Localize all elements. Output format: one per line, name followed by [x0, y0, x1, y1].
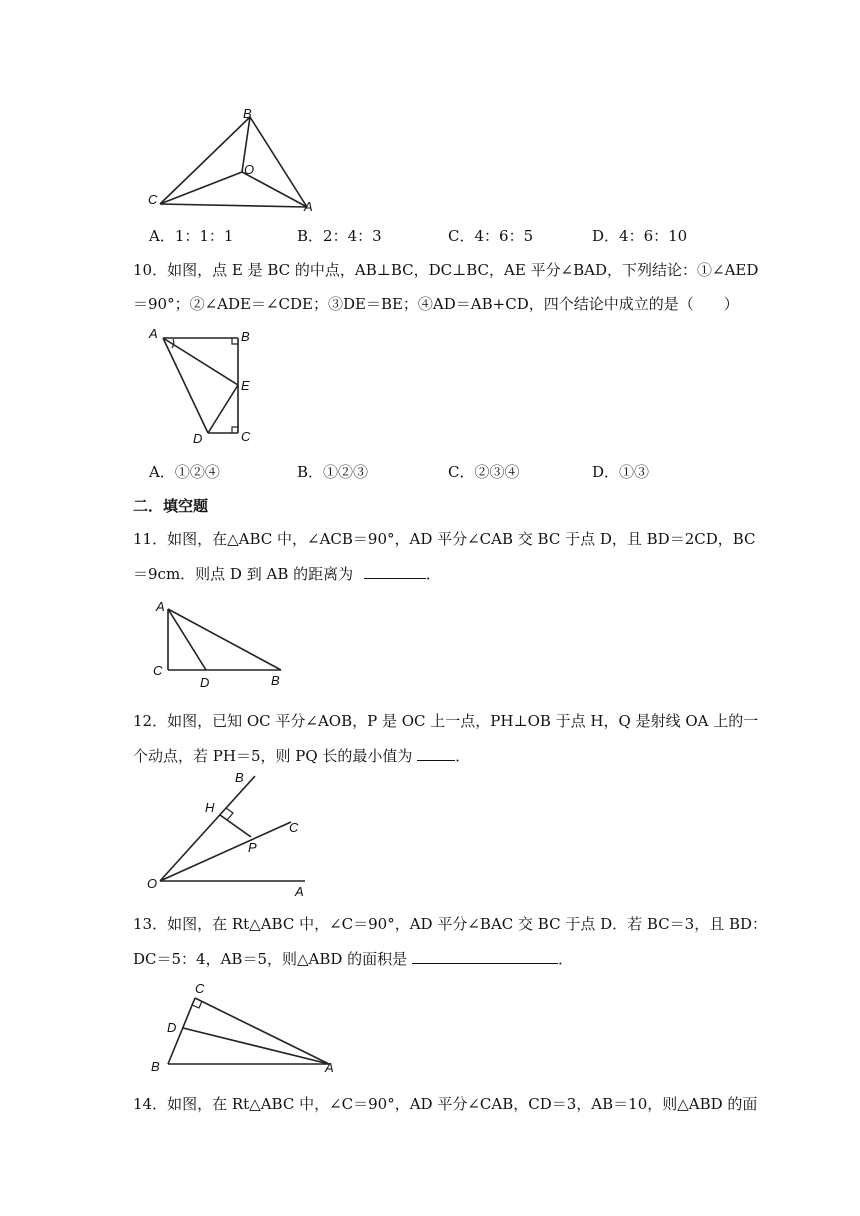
q13-label-d: D	[167, 1020, 177, 1035]
q12-text-line1: 12．如图，已知 OC 平分∠AOB，P 是 OC 上一点，PH⊥OB 于点 H，Q 是射线 OA 上的一	[133, 712, 759, 730]
q11-text-line2	[133, 563, 441, 584]
q11-text-line1: 11．如图，在△ABC 中，∠ACB＝90°，AD 平分∠CAB 交 BC 于点 D，且 BD＝2CD，BC	[133, 530, 756, 548]
q12-answer-blank[interactable]	[417, 745, 455, 761]
q9-option-b[interactable]: B．2：4：3	[297, 227, 382, 245]
q11-end: ．	[425, 565, 441, 583]
q10-option-c[interactable]: C．②③④	[448, 463, 520, 481]
q9-options	[149, 226, 769, 246]
q9-figure	[140, 100, 330, 215]
q10-text-line1: 10．如图，点 E 是 BC 的中点，AB⊥BC，DC⊥BC，AE 平分∠BAD，下列结论：①∠AED	[133, 261, 759, 279]
q13-end: ．	[557, 950, 573, 968]
q10-label-e: E	[241, 378, 250, 393]
q9-label-o: O	[244, 162, 255, 177]
q13-text-line1: 13．如图，在 Rt△ABC 中，∠C＝90°，AD 平分∠BAC 交 BC 于点 D．若 BC＝3，且 BD：	[133, 915, 768, 933]
q10-label-b: B	[241, 329, 250, 344]
q12-label-c: C	[289, 820, 299, 835]
section-title: 二．填空题	[133, 497, 209, 515]
q11-label-b: B	[271, 673, 280, 688]
q10-figure	[145, 325, 260, 450]
q10-option-d[interactable]: D．①③	[592, 463, 650, 481]
q10-text-line2: ＝90°；②∠ADE＝∠CDE；③DE＝BE；④AD＝AB+CD，四个结论中成立的是（ ）	[133, 295, 739, 313]
q9-option-a[interactable]: A．1：1：1	[149, 227, 234, 245]
q13-text-line2	[133, 948, 573, 969]
q11-label-a: A	[156, 599, 165, 614]
q12-label-b: B	[235, 770, 244, 785]
q12-label-o: O	[147, 876, 158, 891]
q10-label-a: A	[149, 326, 158, 341]
q12-end: ．	[455, 747, 471, 765]
q9-option-c[interactable]: C．4：6：5	[448, 227, 534, 245]
q12-label-a: A	[295, 884, 304, 899]
q12-text: 个动点，若 PH＝5，则 PQ 长的最小值为	[133, 747, 413, 765]
q13-label-b: B	[151, 1059, 160, 1073]
q12-text-line2	[133, 745, 470, 766]
q12-label-p: P	[248, 840, 257, 855]
q13-answer-blank[interactable]	[412, 948, 558, 964]
q13-label-c: C	[195, 981, 205, 996]
q11-label-d: D	[200, 675, 210, 690]
q10-option-b[interactable]: B．①②③	[297, 463, 369, 481]
q10-label-d: D	[193, 431, 203, 446]
q13-figure	[145, 978, 345, 1073]
q11-text: ＝9cm．则点 D 到 AB 的距离为	[133, 565, 354, 583]
q11-answer-blank[interactable]	[364, 563, 426, 579]
q14-text-line1: 14．如图，在 Rt△ABC 中，∠C＝90°，AD 平分∠CAB，CD＝3，AB＝10，则△ABD 的面	[133, 1095, 758, 1113]
q10-label-c: C	[241, 429, 251, 444]
q10-options	[149, 462, 769, 482]
q12-figure	[143, 770, 318, 900]
q11-figure	[148, 596, 298, 691]
q9-label-c: C	[148, 192, 158, 207]
q11-label-c: C	[153, 663, 163, 678]
q10-option-a[interactable]: A．①②④	[149, 463, 220, 481]
q9-label-b: B	[243, 106, 252, 121]
q13-label-a: A	[325, 1060, 334, 1073]
q9-option-d[interactable]: D．4：6：10	[592, 227, 688, 245]
q9-label-a: A	[304, 199, 313, 214]
q12-label-h: H	[205, 800, 215, 815]
q13-text: DC＝5：4，AB＝5，则△ABD 的面积是	[133, 950, 408, 968]
